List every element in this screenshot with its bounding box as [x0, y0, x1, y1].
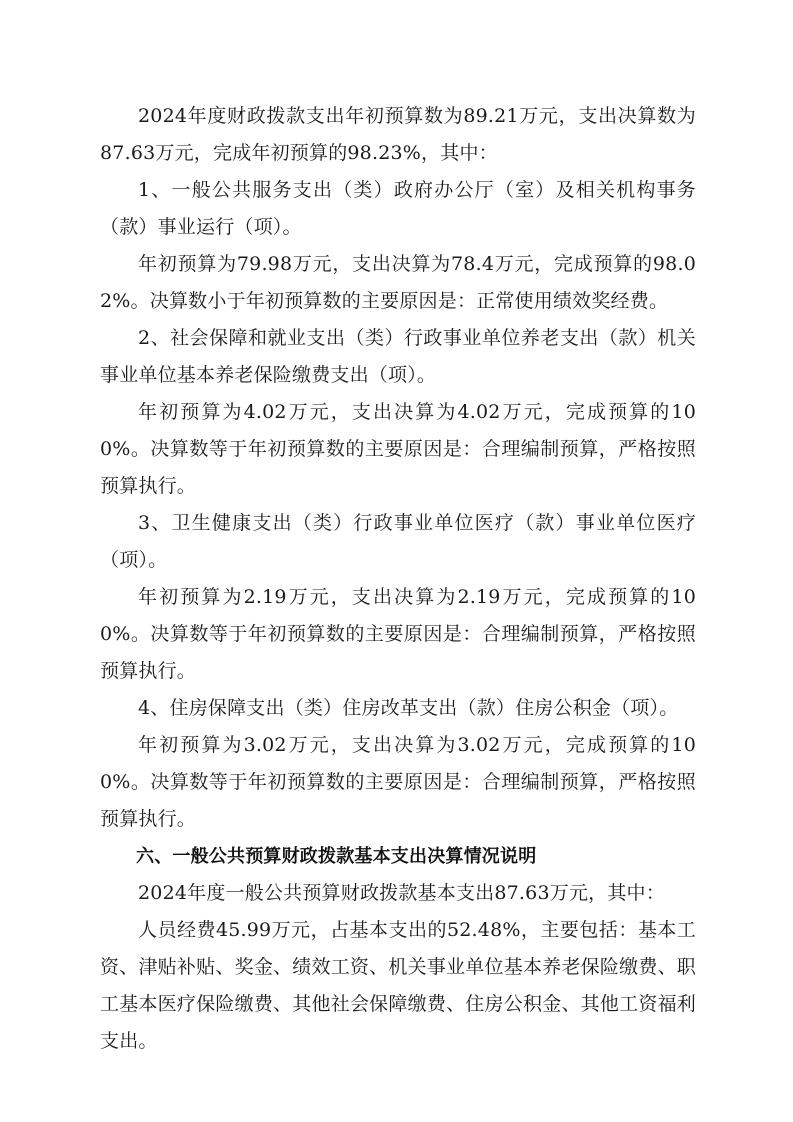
paragraph-personnel-expenses: 人员经费45.99万元，占基本支出的52.48%，主要包括：基本工资、津贴补贴、奖金、绩效工资、机关事业单位基本养老保险缴费、职工基本医疗保险缴费、其他社会保障缴费、住房公积金、其他工资福利支出。	[100, 919, 696, 1052]
paragraph-item-1-title: 1、一般公共服务支出（类）政府办公厅（室）及相关机构事务（款）事业运行（项）。	[100, 179, 696, 238]
paragraph-item-4-title: 4、住房保障支出（类）住房改革支出（款）住房公积金（项）。	[138, 697, 679, 719]
section-heading: 六、一般公共预算财政拨款基本支出决算情况说明	[136, 846, 537, 867]
paragraph-item-3-title: 3、卫生健康支出（类）行政事业单位医疗（款）事业单位医疗（项）。	[100, 512, 696, 571]
document-body	[100, 98, 696, 1060]
paragraph-budget-summary: 2024年度财政拨款支出年初预算数为89.21万元，支出决算数为87.63万元，完成年初预算的98.23%，其中：	[100, 105, 696, 164]
paragraph-item-2-title: 2、社会保障和就业支出（类）行政事业单位养老支出（款）机关事业单位基本养老保险缴费支出（项）。	[100, 327, 696, 386]
paragraph-item-1-detail: 年初预算为79.98万元，支出决算为78.4万元，完成预算的98.02%。决算数小于年初预算数的主要原因是：正常使用绩效奖经费。	[100, 253, 696, 312]
paragraph-basic-expenditure: 2024年度一般公共预算财政拨款基本支出87.63万元，其中：	[138, 882, 665, 904]
paragraph-item-4-detail: 年初预算为3.02万元，支出决算为3.02万元，完成预算的100%。决算数等于年初预算数的主要原因是：合理编制预算，严格按照预算执行。	[100, 734, 696, 830]
paragraph-item-2-detail: 年初预算为4.02万元，支出决算为4.02万元，完成预算的100%。决算数等于年初预算数的主要原因是：合理编制预算，严格按照预算执行。	[100, 401, 696, 497]
paragraph-item-3-detail: 年初预算为2.19万元，支出决算为2.19万元，完成预算的100%。决算数等于年初预算数的主要原因是：合理编制预算，严格按照预算执行。	[100, 586, 696, 682]
